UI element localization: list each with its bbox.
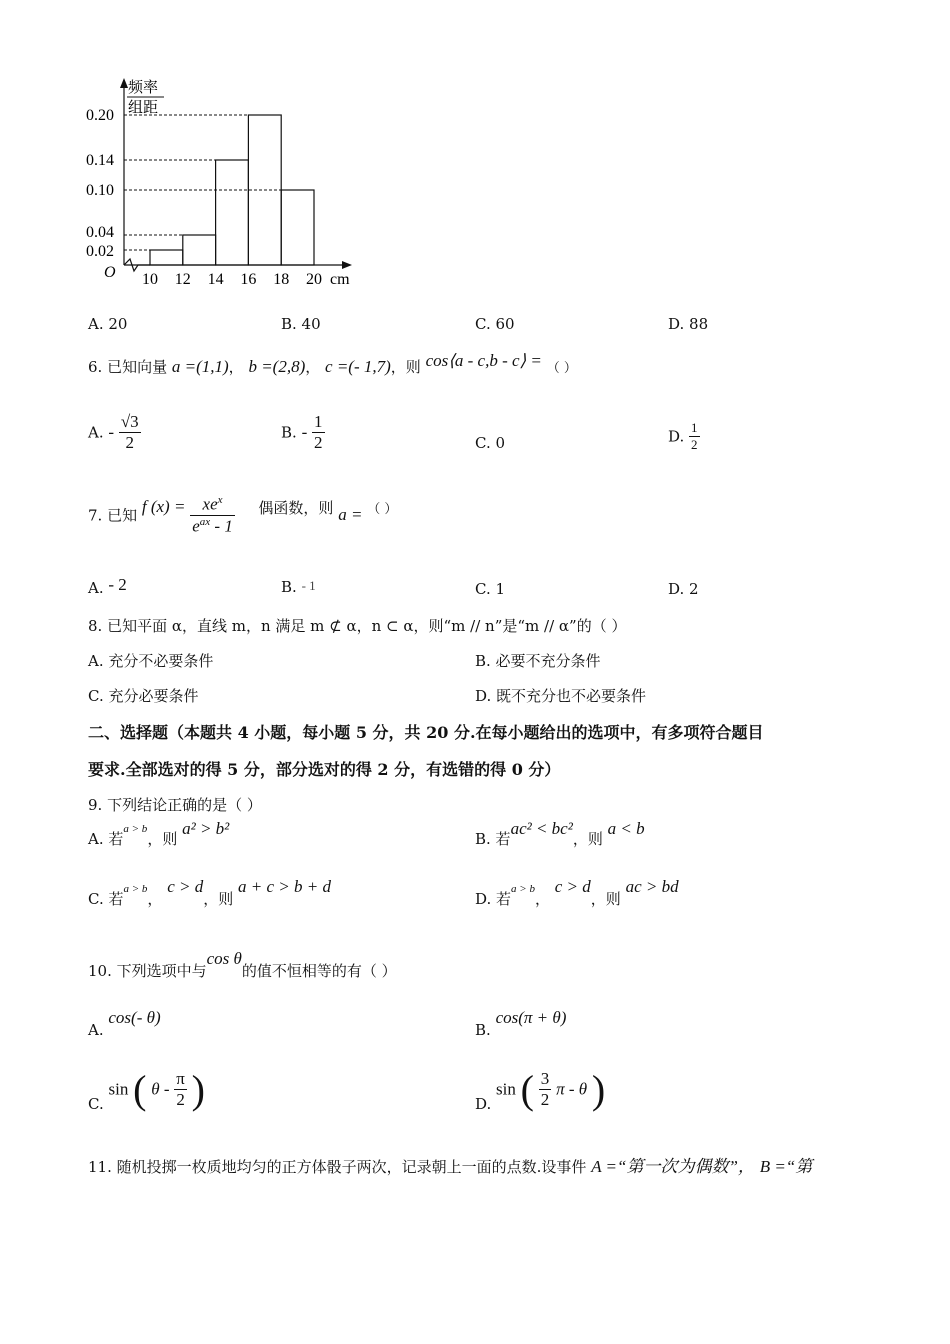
q7-option-a[interactable]: A. - 2: [88, 575, 127, 597]
x-tick-label: 16: [240, 271, 257, 288]
q7-fx: f (x) =: [141, 497, 186, 517]
q10-stem: 10. 下列选项中与cos θ的值不恒相等的有（ ）: [88, 949, 397, 980]
x-unit-label: cm: [330, 271, 350, 288]
x-tick-label: 18: [273, 271, 290, 288]
y-tick-label: 0.20: [86, 107, 114, 124]
q6-option-d-fraction: $\frac{1}{2}$: [691, 420, 698, 452]
q7-option-c[interactable]: C. 1: [475, 580, 506, 598]
q8-stem: 8. 已知平面 α，直线 m，n 满足 m ⊄ α，n ⊂ α，则“m // n”是“m // α”的（ ）: [88, 617, 627, 635]
q8-option-c[interactable]: C. 充分必要条件: [88, 687, 199, 705]
q9-stem: 9. 下列结论正确的是（ ）: [88, 796, 262, 814]
q8-option-a[interactable]: A. 充分不必要条件: [88, 652, 214, 670]
q6-option-c[interactable]: C. 0: [475, 434, 506, 452]
q9-option-a[interactable]: A. 若$^{a > b}$，则 a² > b²: [88, 819, 230, 848]
q8-option-d[interactable]: D. 既不充分也不必要条件: [475, 687, 647, 705]
q10-option-b[interactable]: B. cos(π + θ): [475, 1008, 567, 1039]
histogram-bar: [150, 250, 183, 265]
q6-option-d[interactable]: D. $\frac{1}{2}$: [668, 420, 698, 452]
y-tick-label: 0.14: [86, 152, 114, 169]
y-label-top: 频率: [128, 80, 159, 96]
q7-a-expr: a =: [338, 505, 363, 525]
y-label-bottom: 组距: [128, 100, 159, 116]
y-tick-label: 0.04: [86, 224, 114, 241]
histogram-bar: [183, 235, 216, 265]
q10-d-fraction: $\frac{3}{2}$: [540, 1069, 550, 1109]
q7-mid-text: 偶函数，则: [258, 498, 334, 517]
origin-label: O: [104, 264, 116, 281]
q7-fraction: $\frac{xe^x}{e^{ax} - 1}$: [192, 494, 233, 536]
x-tick-label: 10: [142, 271, 158, 288]
frequency-histogram: [80, 72, 380, 297]
q5-option-a[interactable]: A. 20: [88, 315, 128, 333]
q6-vector-c: c =(- 1,7): [325, 357, 391, 376]
q6-number: 6. 已知向量: [88, 358, 168, 376]
q6-cos-expr: cos⟨a - c,b - c⟩ =: [425, 351, 542, 370]
q10-option-c[interactable]: C. sin ( θ - $\frac{\pi}{2}$ ): [88, 1067, 205, 1113]
q6-option-b[interactable]: B. - $\frac{1}{2}$: [281, 412, 323, 452]
q9-option-b[interactable]: B. 若ac² < bc²，则 a < b: [475, 819, 645, 848]
q5-option-c[interactable]: C. 60: [475, 315, 515, 333]
x-tick-label: 12: [174, 271, 191, 288]
q6-vector-a: a =(1,1): [171, 357, 229, 376]
histogram-bar: [281, 190, 314, 265]
q7-stem: [88, 494, 397, 536]
q7-option-b[interactable]: B. - 1: [281, 578, 316, 596]
y-tick-label: 0.10: [86, 182, 114, 199]
q6-stem: 6. 已知向量 a =(1,1)， b =(2,8)， c =(- 1,7)，则 cos⟨a - c,b - c⟩ = （ ）: [88, 351, 577, 376]
y-tick-label: 0.02: [86, 243, 114, 260]
q8-option-b[interactable]: B. 必要不充分条件: [475, 652, 601, 670]
q5-option-b[interactable]: B. 40: [281, 315, 321, 333]
q10-option-a[interactable]: A. cos(- θ): [88, 1008, 161, 1039]
section2-heading-line1: 二、选择题（本题共 4 小题，每小题 5 分，共 20 分.在每小题给出的选项中，有多项符合题目: [88, 723, 764, 742]
q6-option-a[interactable]: A. - $\frac{√3}{2}$: [88, 412, 139, 452]
q6-paren: （ ）: [546, 361, 577, 376]
q9-option-d[interactable]: D. 若$^{a > b}$， c > d，则 ac > bd: [475, 877, 679, 908]
q7-option-d[interactable]: D. 2: [668, 580, 699, 598]
q10-option-d[interactable]: D. sin ( $\frac{3}{2}$ π - θ ): [475, 1067, 606, 1113]
q6-option-b-fraction: $\frac{1}{2}$: [314, 412, 323, 452]
y-axis-arrow: [120, 78, 128, 88]
q6-then: ，则: [390, 358, 421, 376]
q7-number: 7. 已知: [88, 506, 138, 525]
q6-vector-b: b =(2,8): [248, 357, 306, 376]
histogram-bar: [216, 160, 249, 265]
q5-option-d[interactable]: D. 88: [668, 315, 709, 333]
x-tick-label: 14: [207, 271, 224, 288]
section2-heading-line2: 要求.全部选对的得 5 分，部分选对的得 2 分，有选错的得 0 分）: [88, 760, 561, 779]
x-axis-arrow: [342, 261, 352, 269]
q10-c-fraction: $\frac{\pi}{2}$: [176, 1069, 185, 1109]
q7-paren: （ ）: [367, 501, 398, 517]
q11-stem: 11. 随机投掷一枚质地均匀的正方体骰子两次，记录朝上一面的点数.设事件 A =“第一次为偶数”， B =“第: [88, 1157, 813, 1176]
q9-option-c[interactable]: C. 若$^{a > b}$， c > d，则 a + c > b + d: [88, 877, 331, 908]
x-tick-label: 20: [306, 271, 322, 288]
q6-option-a-fraction: $\frac{√3}{2}$: [120, 412, 139, 452]
